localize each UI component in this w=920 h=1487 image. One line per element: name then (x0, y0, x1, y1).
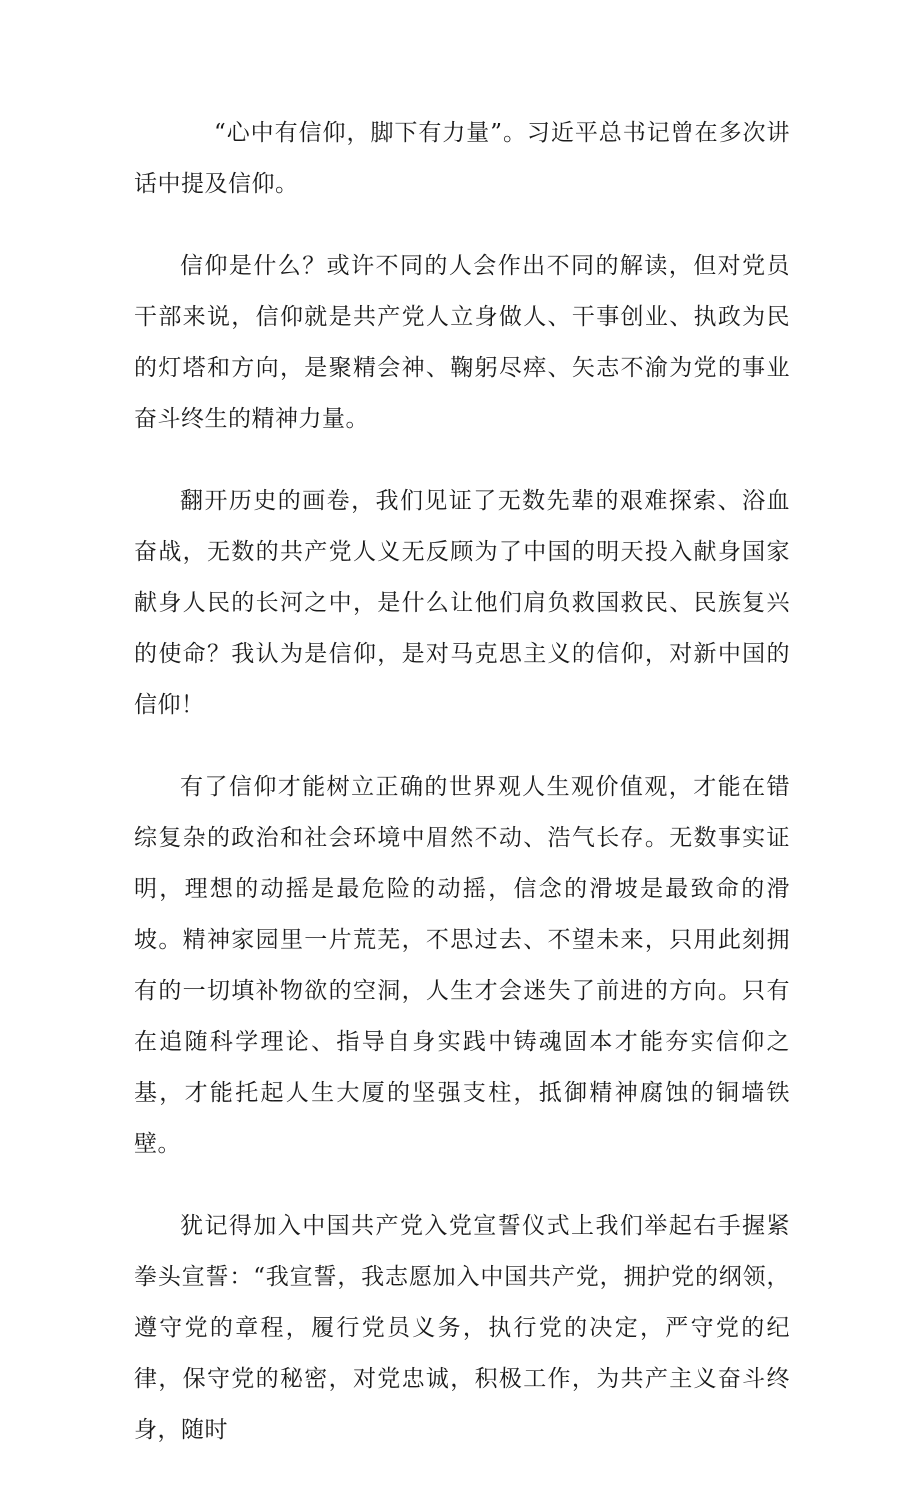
paragraph-3: 翻开历史的画卷，我们见证了无数先辈的艰难探索、浴血奋战，无数的共产党人义无反顾为了中国的明天投入献身国家献身人民的长河之中，是什么让他们肩负救国救民、民族复兴的使命？我认为是信仰，是对马克思主义的信仰，对新中国的信仰！ (134, 488, 790, 718)
paragraph-5: 犹记得加入中国共产党入党宣誓仪式上我们举起右手握紧拳头宣誓：“我宣誓，我志愿加入中国共产党，拥护党的纲领，遵守党的章程，履行党员义务，执行党的决定，严守党的纪律，保守党的秘密，对党忠诚，积极工作，为共产主义奋斗终身，随时 (134, 1213, 790, 1443)
paragraph-1: “心中有信仰，脚下有力量”。习近平总书记曾在多次讲话中提及信仰。 (134, 120, 790, 197)
paragraph-2: 信仰是什么？或许不同的人会作出不同的解读，但对党员干部来说，信仰就是共产党人立身做人、干事创业、执政为民的灯塔和方向，是聚精会神、鞠躬尽瘁、矢志不渝为党的事业奋斗终生的精神力量。 (134, 253, 790, 432)
document-body (134, 108, 790, 1487)
paragraph-4: 有了信仰才能树立正确的世界观人生观价值观，才能在错综复杂的政治和社会环境中眉然不动、浩气长存。无数事实证明，理想的动摇是最危险的动摇，信念的滑坡是最致命的滑坡。精神家园里一片荒芜，不思过去、不望未来，只用此刻拥有的一切填补物欲的空洞，人生才会迷失了前进的方向。只有在追随科学理论、指导自身实践中铸魂固本才能夯实信仰之基，才能托起人生大厦的坚强支柱，抵御精神腐蚀的铜墙铁壁。 (134, 774, 790, 1157)
